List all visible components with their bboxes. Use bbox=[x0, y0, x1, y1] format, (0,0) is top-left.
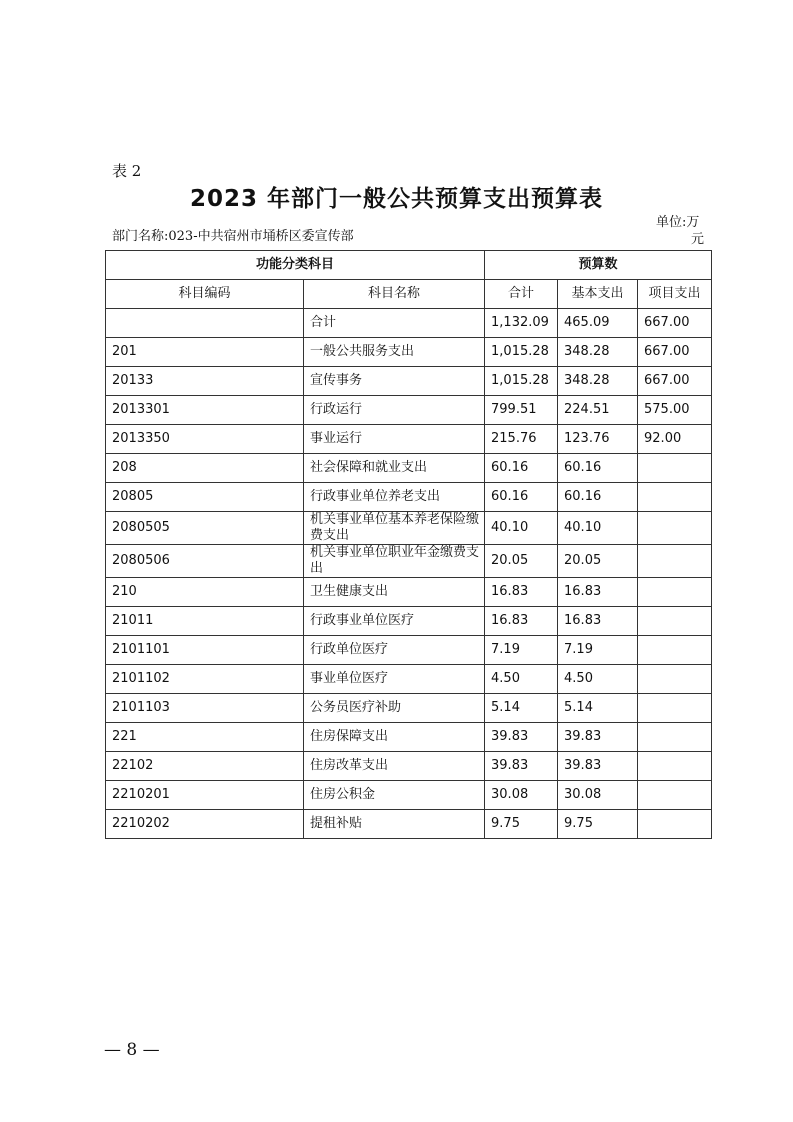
cell-name: 住房保障支出 bbox=[304, 723, 485, 752]
cell-basic: 20.05 bbox=[558, 545, 638, 578]
cell-project bbox=[638, 723, 712, 752]
table-body bbox=[106, 309, 712, 839]
cell-code: 2080505 bbox=[106, 512, 304, 545]
cell-total: 9.75 bbox=[485, 810, 558, 839]
cell-project: 92.00 bbox=[638, 425, 712, 454]
column-header-basic: 基本支出 bbox=[558, 280, 638, 309]
cell-project bbox=[638, 752, 712, 781]
cell-total: 1,015.28 bbox=[485, 367, 558, 396]
cell-name: 事业运行 bbox=[304, 425, 485, 454]
table-row bbox=[106, 607, 712, 636]
cell-name: 卫生健康支出 bbox=[304, 578, 485, 607]
cell-basic: 465.09 bbox=[558, 309, 638, 338]
department-name: 部门名称:023-中共宿州市埇桥区委宣传部 bbox=[112, 229, 354, 244]
cell-name: 机关事业单位基本养老保险缴费支出 bbox=[304, 512, 485, 545]
cell-total: 1,015.28 bbox=[485, 338, 558, 367]
cell-project bbox=[638, 694, 712, 723]
cell-code: 201 bbox=[106, 338, 304, 367]
cell-code: 210 bbox=[106, 578, 304, 607]
cell-project bbox=[638, 810, 712, 839]
cell-name: 事业单位医疗 bbox=[304, 665, 485, 694]
cell-project bbox=[638, 454, 712, 483]
cell-code: 21011 bbox=[106, 607, 304, 636]
cell-code: 2101103 bbox=[106, 694, 304, 723]
page-number: — 8 — bbox=[104, 1040, 160, 1060]
cell-project: 667.00 bbox=[638, 309, 712, 338]
cell-basic: 40.10 bbox=[558, 512, 638, 545]
cell-code: 20805 bbox=[106, 483, 304, 512]
cell-code: 208 bbox=[106, 454, 304, 483]
cell-total: 215.76 bbox=[485, 425, 558, 454]
cell-name: 公务员医疗补助 bbox=[304, 694, 485, 723]
cell-total: 16.83 bbox=[485, 607, 558, 636]
cell-project bbox=[638, 636, 712, 665]
table-row bbox=[106, 752, 712, 781]
cell-total: 39.83 bbox=[485, 723, 558, 752]
cell-total: 7.19 bbox=[485, 636, 558, 665]
cell-basic: 16.83 bbox=[558, 607, 638, 636]
unit-line-2: 元 bbox=[690, 232, 704, 247]
cell-name: 行政单位医疗 bbox=[304, 636, 485, 665]
cell-basic: 5.14 bbox=[558, 694, 638, 723]
cell-basic: 60.16 bbox=[558, 454, 638, 483]
cell-code: 2080506 bbox=[106, 545, 304, 578]
cell-total: 30.08 bbox=[485, 781, 558, 810]
cell-code: 20133 bbox=[106, 367, 304, 396]
cell-code: 22102 bbox=[106, 752, 304, 781]
cell-basic: 224.51 bbox=[558, 396, 638, 425]
cell-basic: 9.75 bbox=[558, 810, 638, 839]
table-row bbox=[106, 810, 712, 839]
table-row bbox=[106, 338, 712, 367]
cell-total: 20.05 bbox=[485, 545, 558, 578]
unit-label bbox=[656, 214, 704, 248]
column-header-row bbox=[106, 280, 712, 309]
cell-name: 社会保障和就业支出 bbox=[304, 454, 485, 483]
cell-basic: 348.28 bbox=[558, 367, 638, 396]
budget-table bbox=[105, 250, 712, 839]
table-row bbox=[106, 309, 712, 338]
cell-total: 1,132.09 bbox=[485, 309, 558, 338]
table-row bbox=[106, 694, 712, 723]
cell-basic: 123.76 bbox=[558, 425, 638, 454]
column-header-total: 合计 bbox=[485, 280, 558, 309]
cell-name: 行政事业单位医疗 bbox=[304, 607, 485, 636]
cell-project bbox=[638, 607, 712, 636]
cell-basic: 39.83 bbox=[558, 723, 638, 752]
cell-total: 4.50 bbox=[485, 665, 558, 694]
cell-name: 机关事业单位职业年金缴费支出 bbox=[304, 545, 485, 578]
cell-code: 2101101 bbox=[106, 636, 304, 665]
cell-total: 40.10 bbox=[485, 512, 558, 545]
cell-project bbox=[638, 781, 712, 810]
table-row bbox=[106, 665, 712, 694]
cell-name: 合计 bbox=[304, 309, 485, 338]
cell-code: 221 bbox=[106, 723, 304, 752]
column-header-name: 科目名称 bbox=[304, 280, 485, 309]
cell-basic: 348.28 bbox=[558, 338, 638, 367]
cell-name: 行政运行 bbox=[304, 396, 485, 425]
cell-code: 2210201 bbox=[106, 781, 304, 810]
table-row bbox=[106, 367, 712, 396]
unit-line-1: 单位:万 bbox=[656, 215, 700, 230]
cell-project bbox=[638, 545, 712, 578]
cell-total: 5.14 bbox=[485, 694, 558, 723]
cell-name: 一般公共服务支出 bbox=[304, 338, 485, 367]
cell-total: 60.16 bbox=[485, 483, 558, 512]
cell-project bbox=[638, 665, 712, 694]
cell-code: 2210202 bbox=[106, 810, 304, 839]
table-row bbox=[106, 512, 712, 545]
cell-name: 住房公积金 bbox=[304, 781, 485, 810]
cell-name: 行政事业单位养老支出 bbox=[304, 483, 485, 512]
table-row bbox=[106, 636, 712, 665]
cell-project bbox=[638, 483, 712, 512]
cell-name: 宣传事务 bbox=[304, 367, 485, 396]
table-row bbox=[106, 483, 712, 512]
cell-code: 2101102 bbox=[106, 665, 304, 694]
table-row bbox=[106, 454, 712, 483]
cell-basic: 4.50 bbox=[558, 665, 638, 694]
cell-project: 667.00 bbox=[638, 367, 712, 396]
table-row bbox=[106, 723, 712, 752]
page-title: 2023 年部门一般公共预算支出预算表 bbox=[189, 186, 604, 212]
cell-total: 16.83 bbox=[485, 578, 558, 607]
cell-project: 575.00 bbox=[638, 396, 712, 425]
group-header-budget: 预算数 bbox=[485, 251, 712, 280]
cell-project: 667.00 bbox=[638, 338, 712, 367]
cell-basic: 16.83 bbox=[558, 578, 638, 607]
cell-total: 799.51 bbox=[485, 396, 558, 425]
column-header-project: 项目支出 bbox=[638, 280, 712, 309]
cell-name: 提租补贴 bbox=[304, 810, 485, 839]
cell-code: 2013350 bbox=[106, 425, 304, 454]
group-header-row bbox=[106, 251, 712, 280]
cell-code: 2013301 bbox=[106, 396, 304, 425]
group-header-function: 功能分类科目 bbox=[106, 251, 485, 280]
cell-project bbox=[638, 512, 712, 545]
cell-total: 39.83 bbox=[485, 752, 558, 781]
table-row bbox=[106, 578, 712, 607]
cell-code bbox=[106, 309, 304, 338]
cell-total: 60.16 bbox=[485, 454, 558, 483]
cell-basic: 30.08 bbox=[558, 781, 638, 810]
cell-project bbox=[638, 578, 712, 607]
cell-basic: 39.83 bbox=[558, 752, 638, 781]
table-row bbox=[106, 425, 712, 454]
table-label: 表 2 bbox=[112, 162, 142, 180]
cell-basic: 60.16 bbox=[558, 483, 638, 512]
table-row bbox=[106, 781, 712, 810]
cell-name: 住房改革支出 bbox=[304, 752, 485, 781]
column-header-code: 科目编码 bbox=[106, 280, 304, 309]
table-row bbox=[106, 545, 712, 578]
table-row bbox=[106, 396, 712, 425]
cell-basic: 7.19 bbox=[558, 636, 638, 665]
